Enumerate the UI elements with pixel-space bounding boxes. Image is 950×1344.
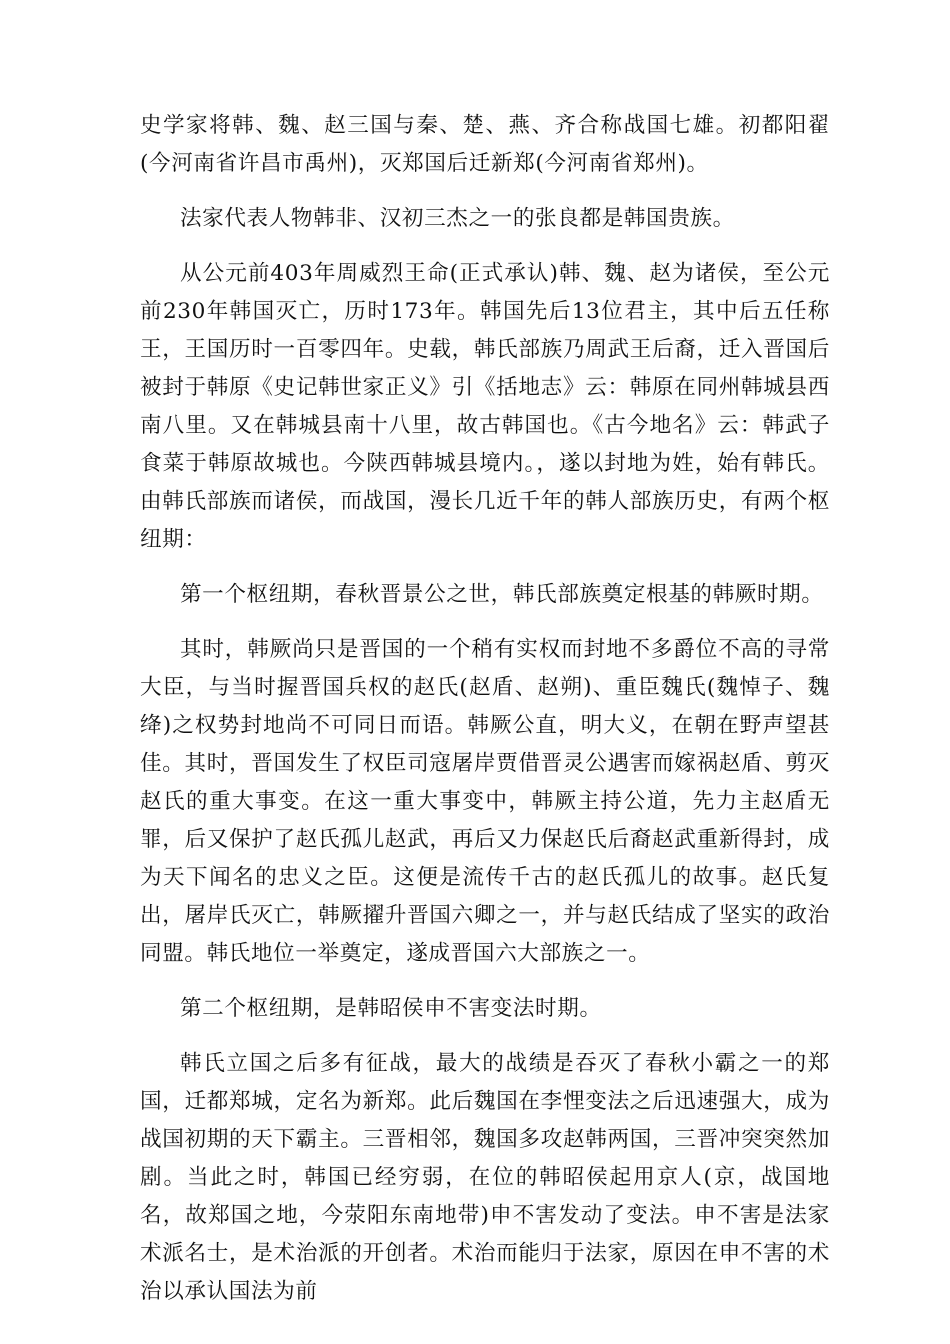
- paragraph: 韩氏立国之后多有征战，最大的战绩是吞灭了春秋小霸之一的郑国，迁都郑城，定名为新郑。此后魏国在李悝变法之后迅速强大，成为战国初期的天下霸主。三晋相邻，魏国多攻赵韩两国，三晋冲突突然加剧。当此之时，韩国已经穷弱，在位的韩昭侯起用京人(京，战国地名，故郑国之地，今荥阳东南地带)申不害发动了变法。申不害是法家术派名士，是术治派的开创者。术治而能归于法家，原因在申不害的术治以承认国法为前: [140, 1051, 830, 1304]
- paragraph: 第二个枢纽期，是韩昭侯申不害变法时期。: [179, 996, 602, 1021]
- paragraph: 法家代表人物韩非、汉初三杰之一的张良都是韩国贵族。: [179, 206, 735, 231]
- paragraph: 第一个枢纽期，春秋晋景公之世，韩氏部族奠定根基的韩厥时期。: [179, 582, 824, 607]
- document-body: [140, 107, 830, 1328]
- paragraph-continued: 史学家将韩、魏、赵三国与秦、楚、燕、齐合称战国七雄。初都阳翟(今河南省许昌市禹州)，灭郑国后迁新郑(今河南省郑州)。: [140, 113, 830, 176]
- paragraph: 其时，韩厥尚只是晋国的一个稍有实权而封地不多爵位不高的寻常大臣，与当时握晋国兵权的赵氏(赵盾、赵朔)、重臣魏氏(魏悼子、魏绛)之权势封地尚不可同日而语。韩厥公直，明大义，在朝在野声望甚佳。其时，晋国发生了权臣司寇屠岸贾借晋灵公遇害而嫁祸赵盾、剪灭赵氏的重大事变。在这一重大事变中，韩厥主持公道，先力主赵盾无罪，后又保护了赵氏孤儿赵武，再后又力保赵氏后裔赵武重新得封，成为天下闻名的忠义之臣。这便是流传千古的赵氏孤儿的故事。赵氏复出，屠岸氏灭亡，韩厥擢升晋国六卿之一，并与赵氏结成了坚实的政治同盟。韩氏地位一举奠定，遂成晋国六大部族之一。: [140, 637, 830, 966]
- paragraph: 从公元前403年周威烈王命(正式承认)韩、魏、赵为诸侯，至公元前230年韩国灭亡，历时173年。韩国先后13位君主，其中后五任称王，王国历时一百零四年。史载，韩氏部族乃周武王后裔，迁入晋国后被封于韩原《史记韩世家正义》引《括地志》云：韩原在同州韩城县西南八里。又在韩城县南十八里，故古韩国也。《古今地名》云：韩武子食菜于韩原故城也。今陕西韩城县境内。，遂以封地为姓，始有韩氏。由韩氏部族而诸侯，而战国，漫长几近千年的韩人部族历史，有两个枢纽期：: [140, 261, 830, 552]
